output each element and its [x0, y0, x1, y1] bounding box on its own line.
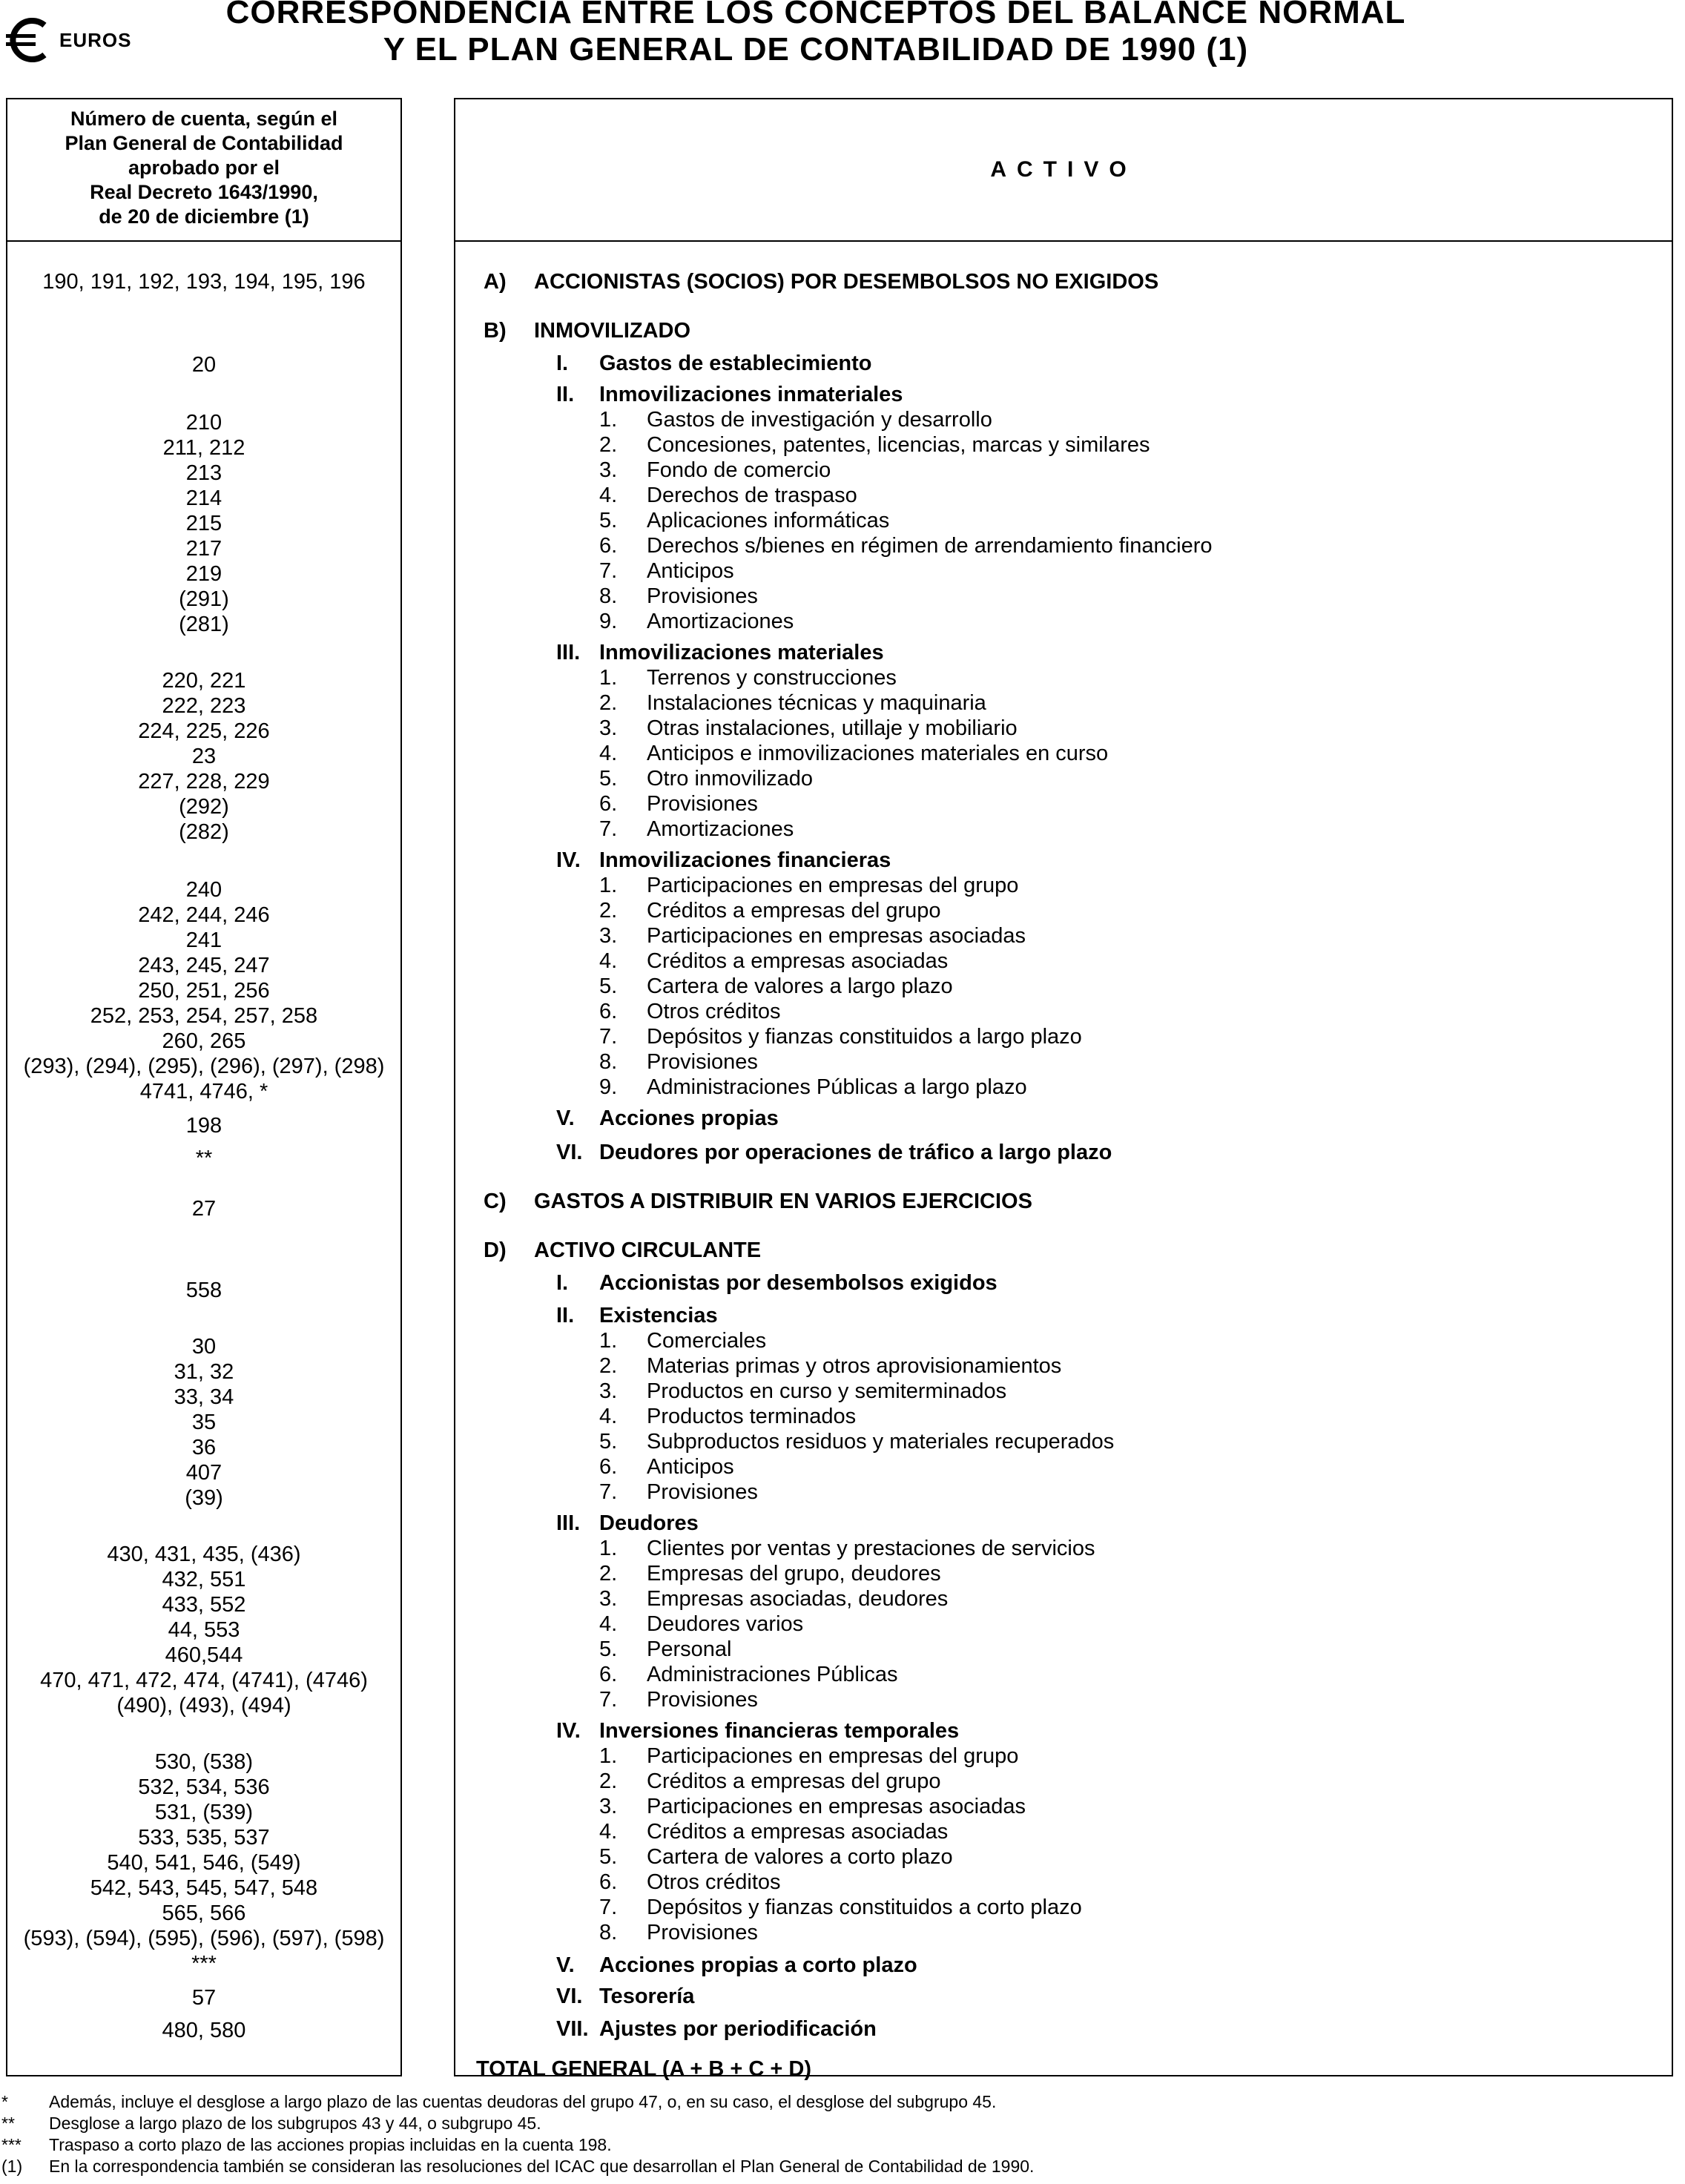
concept-number: 7. — [599, 1688, 618, 1712]
concept-number: 3. — [599, 716, 618, 740]
concept-label: Créditos a empresas asociadas — [647, 1820, 949, 1844]
concept-label: Participaciones en empresas asociadas — [647, 1795, 1026, 1818]
accounts-column — [6, 98, 402, 2076]
concept-number: 1. — [599, 874, 618, 897]
concept-number: V. — [556, 1953, 575, 1977]
concept-label: Participaciones en empresas del grupo — [647, 1744, 1019, 1768]
account-cell: 542, 543, 545, 547, 548 — [90, 1876, 318, 1900]
footnote-mark: (1) — [1, 2157, 23, 2176]
concept-number: 6. — [599, 1663, 618, 1686]
concept-number: VI. — [556, 1141, 583, 1164]
concept-label: Provisiones — [647, 1050, 758, 1074]
concept-number: 9. — [599, 610, 618, 633]
concept-number: 4. — [599, 1612, 618, 1636]
concept-label: Depósitos y fianzas constituidos a corto plazo — [647, 1896, 1082, 1919]
concept-label: Créditos a empresas asociadas — [647, 949, 949, 973]
concept-label: Empresas asociadas, deudores — [647, 1587, 949, 1611]
account-cell: 215 — [185, 512, 222, 535]
account-cell: 222, 223 — [162, 694, 246, 718]
concept-label: Gastos de investigación y desarrollo — [647, 408, 992, 432]
account-cell: 20 — [191, 353, 217, 377]
account-cell: 558 — [185, 1279, 222, 1302]
concept-number: 1. — [599, 1329, 618, 1353]
concept-number: 6. — [599, 792, 618, 816]
concepts-column-header — [455, 99, 1672, 242]
concept-label: Provisiones — [647, 584, 758, 608]
account-cell: 430, 431, 435, (436) — [107, 1543, 301, 1566]
account-cell: 33, 34 — [174, 1385, 234, 1409]
title-line-1: CORRESPONDENCIA ENTRE LOS CONCEPTOS DEL BALANCE NORMAL — [225, 0, 1406, 30]
accounts-header-line: Plan General de Contabilidad — [65, 132, 343, 154]
concept-number: 3. — [599, 458, 618, 482]
account-cell: 470, 471, 472, 474, (4741), (4746) — [40, 1669, 368, 1692]
concept-label: Amortizaciones — [647, 817, 794, 841]
concept-number: 5. — [599, 1637, 618, 1661]
accounts-header-line: Real Decreto 1643/1990, — [90, 181, 318, 203]
concept-label: Instalaciones técnicas y maquinaria — [647, 691, 986, 715]
concept-label: Productos en curso y semiterminados — [647, 1379, 1007, 1403]
concept-label: Inversiones financieras temporales — [599, 1719, 960, 1743]
concept-number: 1. — [599, 1537, 618, 1560]
account-cell: 220, 221 — [162, 669, 246, 693]
account-cell: 243, 245, 247 — [138, 954, 270, 977]
concept-number: 1. — [599, 408, 618, 432]
concept-number: 6. — [599, 534, 618, 558]
concept-label: Existencias — [599, 1304, 718, 1327]
concept-number: 7. — [599, 1480, 618, 1504]
footnote-text: Desglose a largo plazo de los subgrupos 43 y 44, o subgrupo 45. — [49, 2114, 541, 2133]
concept-number: 6. — [599, 1870, 618, 1894]
concept-number: 5. — [599, 974, 618, 998]
concept-number: 3. — [599, 1587, 618, 1611]
concept-label: Inmovilizaciones financieras — [599, 848, 891, 872]
concept-label: Anticipos — [647, 1455, 734, 1479]
concept-number: I. — [556, 352, 569, 375]
account-cell: 433, 552 — [162, 1593, 246, 1617]
concept-number: 2. — [599, 1354, 618, 1378]
account-cell: 533, 535, 537 — [138, 1826, 270, 1850]
account-cell: 30 — [191, 1335, 217, 1359]
concept-label: Deudores varios — [647, 1612, 804, 1636]
account-cell: 27 — [191, 1197, 217, 1221]
concept-label: Comerciales — [647, 1329, 767, 1353]
concept-label: Créditos a empresas del grupo — [647, 1769, 941, 1793]
account-cell: (291) — [179, 587, 229, 611]
concepts-column — [454, 98, 1673, 2081]
concept-number: 9. — [599, 1075, 618, 1099]
accounts-column-header — [7, 99, 400, 242]
account-cell: 57 — [191, 1986, 217, 2010]
concept-label: Personal — [647, 1637, 732, 1661]
account-cell: 532, 534, 536 — [138, 1775, 270, 1799]
concept-label: Otro inmovilizado — [647, 767, 814, 791]
concept-number: 4. — [599, 1820, 618, 1844]
concept-label: ACTIVO CIRCULANTE — [534, 1238, 762, 1262]
account-cell: 213 — [185, 461, 222, 485]
concept-label: Ajustes por periodificación — [599, 2017, 877, 2041]
concept-label: Tesorería — [599, 1985, 695, 2008]
concept-number: 3. — [599, 924, 618, 948]
concept-number: 2. — [599, 433, 618, 457]
concept-label: Concesiones, patentes, licencias, marcas y similares — [647, 433, 1150, 457]
accounts-header-line: de 20 de diciembre (1) — [99, 205, 309, 228]
concept-label: Derechos s/bienes en régimen de arrendamiento financiero — [647, 534, 1213, 558]
concept-label: Subproductos residuos y materiales recuperados — [647, 1430, 1115, 1454]
account-cell: 31, 32 — [174, 1360, 234, 1384]
account-cell: 44, 553 — [168, 1618, 240, 1642]
concept-number: 4. — [599, 949, 618, 973]
account-cell: (490), (493), (494) — [116, 1694, 291, 1718]
concept-label: Administraciones Públicas — [647, 1663, 898, 1686]
concept-label: Materias primas y otros aprovisionamientos — [647, 1354, 1062, 1378]
concept-label: Anticipos — [647, 559, 734, 583]
concept-label: Provisiones — [647, 1688, 758, 1712]
concept-number: V. — [556, 1106, 575, 1130]
concept-number: 7. — [599, 817, 618, 841]
account-cell: 460,544 — [165, 1643, 243, 1667]
concept-label: Participaciones en empresas asociadas — [647, 924, 1026, 948]
account-cell: 250, 251, 256 — [138, 979, 270, 1003]
account-cell: (292) — [179, 795, 229, 819]
account-cell: 190, 191, 192, 193, 194, 195, 196 — [42, 270, 366, 294]
account-cell: 36 — [191, 1436, 217, 1459]
total-general-label: TOTAL GENERAL (A + B + C + D) — [476, 2057, 811, 2081]
account-cell: 530, (538) — [154, 1750, 254, 1774]
account-cell: 35 — [191, 1411, 217, 1434]
account-cell: ** — [195, 1147, 213, 1170]
concept-number: 5. — [599, 767, 618, 791]
concept-label: Otros créditos — [647, 1000, 781, 1023]
concept-number: A) — [484, 270, 507, 294]
concept-label: Otras instalaciones, utillaje y mobiliario — [647, 716, 1018, 740]
footnotes — [0, 2091, 1685, 2177]
concept-number: 2. — [599, 1562, 618, 1586]
account-cell: (39) — [185, 1486, 223, 1510]
concept-label: Aplicaciones informáticas — [647, 509, 890, 532]
concept-number: D) — [484, 1238, 507, 1262]
concept-number: IV. — [556, 848, 581, 872]
footnote — [0, 2113, 1685, 2134]
concept-number: 7. — [599, 1896, 618, 1919]
concept-label: Créditos a empresas del grupo — [647, 899, 941, 923]
account-cell: 210 — [185, 411, 222, 435]
concept-number: 5. — [599, 1845, 618, 1869]
concept-number: 8. — [599, 584, 618, 608]
concept-label: Terrenos y construcciones — [647, 666, 897, 690]
concept-number: 3. — [599, 1795, 618, 1818]
concept-label: Empresas del grupo, deudores — [647, 1562, 941, 1586]
footnote — [0, 2156, 1685, 2177]
concept-number: 7. — [599, 1025, 618, 1049]
account-cell: 540, 541, 546, (549) — [107, 1851, 301, 1875]
concept-label: Acciones propias a corto plazo — [599, 1953, 917, 1977]
concept-label: Anticipos e inmovilizaciones materiales en curso — [647, 742, 1109, 765]
concept-label: Provisiones — [647, 1480, 758, 1504]
footnote-text: Traspaso a corto plazo de las acciones propias incluidas en la cuenta 198. — [49, 2135, 612, 2154]
concept-label: Fondo de comercio — [647, 458, 831, 482]
concept-number: 1. — [599, 1744, 618, 1768]
concept-number: 2. — [599, 899, 618, 923]
account-cell: 531, (539) — [154, 1801, 254, 1824]
concept-label: ACCIONISTAS (SOCIOS) POR DESEMBOLSOS NO EXIGIDOS — [534, 270, 1159, 294]
concept-label: Clientes por ventas y prestaciones de servicios — [647, 1537, 1095, 1560]
concept-number: 7. — [599, 559, 618, 583]
account-cell: 565, 566 — [162, 1901, 246, 1925]
account-cell: *** — [191, 1952, 217, 1976]
concept-label: GASTOS A DISTRIBUIR EN VARIOS EJERCICIOS — [534, 1190, 1032, 1213]
account-cell: 217 — [185, 537, 222, 561]
account-cell: 242, 244, 246 — [138, 903, 270, 927]
account-cell: (593), (594), (595), (596), (597), (598) — [23, 1927, 385, 1950]
concept-label: Derechos de traspaso — [647, 484, 857, 507]
footnote-text: Además, incluye el desglose a largo plazo de las cuentas deudoras del grupo 47, o, en su caso, el desglose del subgrupo 45. — [49, 2092, 997, 2111]
concept-number: 3. — [599, 1379, 618, 1403]
footnote-text: En la correspondencia también se consideran las resoluciones del ICAC que desarrollan el Plan General de Contabilidad de 1990. — [49, 2157, 1035, 2176]
concept-number: 5. — [599, 509, 618, 532]
concept-number: 6. — [599, 1455, 618, 1479]
footnote-mark: ** — [1, 2114, 15, 2133]
account-cell: (282) — [179, 820, 229, 844]
activo-heading: ACTIVO — [990, 157, 1137, 182]
concept-label: Productos terminados — [647, 1405, 857, 1428]
concept-number: II. — [556, 383, 575, 406]
concept-number: VII. — [556, 2017, 589, 2041]
concept-number: 1. — [599, 666, 618, 690]
footnote-mark: *** — [1, 2135, 22, 2154]
footnote — [0, 2134, 1685, 2156]
account-cell: 227, 228, 229 — [138, 770, 270, 794]
account-cell: 260, 265 — [162, 1029, 246, 1053]
account-cell: 198 — [185, 1114, 222, 1138]
concept-number: I. — [556, 1271, 569, 1295]
concept-number: 4. — [599, 1405, 618, 1428]
concept-label: Cartera de valores a corto plazo — [647, 1845, 953, 1869]
concept-label: Participaciones en empresas del grupo — [647, 874, 1019, 897]
euro-logo — [4, 10, 131, 70]
concept-number: 4. — [599, 484, 618, 507]
account-cell: 214 — [185, 486, 222, 510]
account-cell: 219 — [185, 562, 222, 586]
concept-label: Deudores — [599, 1511, 699, 1535]
concept-label: Administraciones Públicas a largo plazo — [647, 1075, 1027, 1099]
concept-number: 6. — [599, 1000, 618, 1023]
concept-number: C) — [484, 1190, 507, 1213]
account-cell: 224, 225, 226 — [138, 719, 270, 743]
account-cell: (281) — [179, 613, 229, 636]
accounts-header-line: aprobado por el — [128, 156, 280, 179]
account-cell: 432, 551 — [162, 1568, 246, 1591]
account-cell: (293), (294), (295), (296), (297), (298) — [23, 1055, 385, 1078]
concept-label: Cartera de valores a largo plazo — [647, 974, 953, 998]
concept-label: Inmovilizaciones materiales — [599, 641, 884, 664]
concept-label: Acciones propias — [599, 1106, 779, 1130]
account-cell: 241 — [185, 928, 222, 952]
concept-number: 2. — [599, 691, 618, 715]
concept-label: Deudores por operaciones de tráfico a largo plazo — [599, 1141, 1112, 1164]
account-cell: 240 — [185, 878, 222, 902]
concept-number: 5. — [599, 1430, 618, 1454]
concept-label: Provisiones — [647, 1921, 758, 1944]
concept-number: B) — [484, 319, 507, 343]
account-cell: 23 — [191, 745, 217, 768]
account-cell: 252, 253, 254, 257, 258 — [90, 1004, 318, 1028]
concept-number: 4. — [599, 742, 618, 765]
account-cell: 4741, 4746, * — [139, 1080, 268, 1103]
concept-label: Accionistas por desembolsos exigidos — [599, 1271, 998, 1295]
concept-number: 8. — [599, 1921, 618, 1944]
account-cell: 480, 580 — [162, 2019, 246, 2042]
account-cell: 211, 212 — [162, 436, 245, 460]
concept-number: II. — [556, 1304, 575, 1327]
concept-number: III. — [556, 641, 581, 664]
euro-icon — [4, 16, 52, 64]
concept-label: Gastos de establecimiento — [599, 352, 872, 375]
page-title — [133, 0, 1498, 68]
concept-label: Provisiones — [647, 792, 758, 816]
concept-label: Otros créditos — [647, 1870, 781, 1894]
concept-number: 2. — [599, 1769, 618, 1793]
title-line-2: Y EL PLAN GENERAL DE CONTABILIDAD DE 1990 (1) — [383, 31, 1249, 67]
concept-number: 8. — [599, 1050, 618, 1074]
concept-label: Amortizaciones — [647, 610, 794, 633]
footnote-mark: * — [1, 2092, 8, 2111]
footnote — [0, 2091, 1685, 2113]
concept-label: Depósitos y fianzas constituidos a largo plazo — [647, 1025, 1082, 1049]
euro-label: EUROS — [59, 28, 132, 51]
concept-number: III. — [556, 1511, 581, 1535]
account-cell: 407 — [185, 1461, 222, 1485]
accounts-header-line: Número de cuenta, según el — [70, 108, 338, 130]
concept-number: VI. — [556, 1985, 583, 2008]
concept-number: IV. — [556, 1719, 581, 1743]
concept-label: Inmovilizaciones inmateriales — [599, 383, 903, 406]
concept-label: INMOVILIZADO — [534, 319, 691, 343]
